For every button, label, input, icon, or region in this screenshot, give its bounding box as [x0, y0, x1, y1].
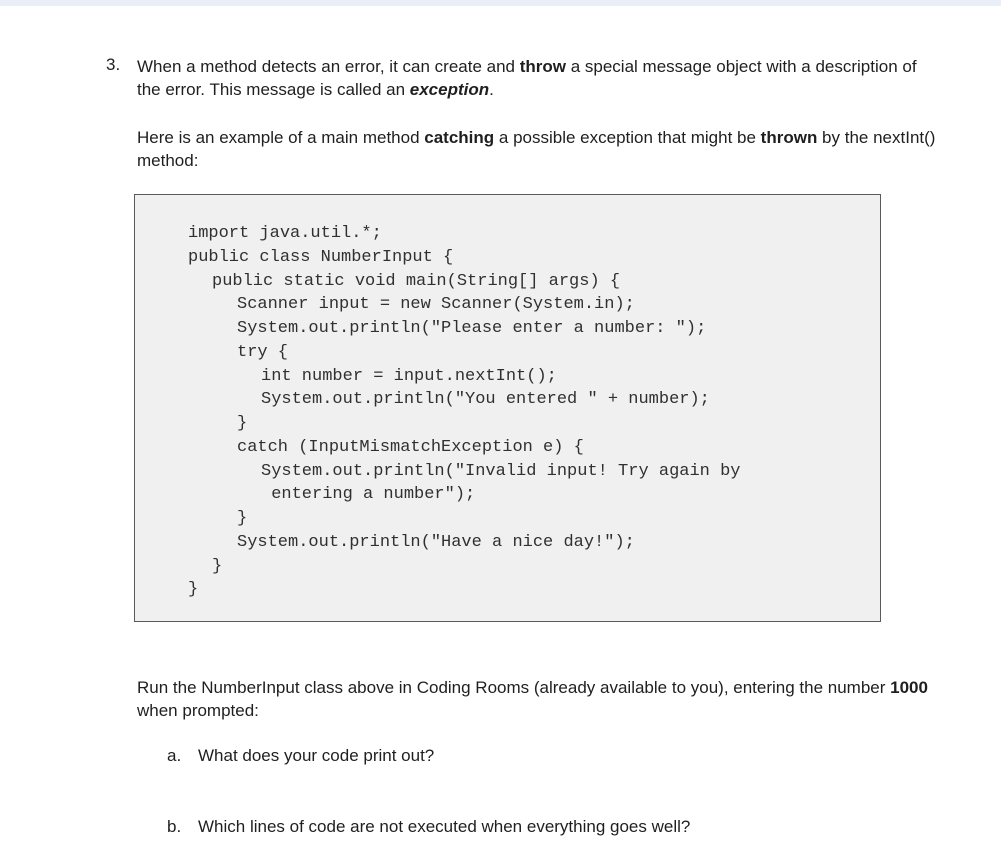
- question-number: 3.: [106, 55, 121, 74]
- code-line: catch (InputMismatchException e) {: [237, 438, 584, 457]
- term-catching: catching: [424, 128, 495, 147]
- subquestion-b-label: b.: [167, 817, 182, 836]
- code-line: public static void main(String[] args) {: [212, 272, 621, 291]
- code-line: System.out.println("Invalid input! Try again by: [261, 462, 741, 481]
- intro-text-1: When a method detects an error, it can create and: [137, 57, 520, 76]
- code-line: System.out.println("You entered " + number);: [261, 390, 710, 409]
- code-line: public class NumberInput {: [188, 248, 454, 267]
- code-line: entering a number");: [261, 485, 476, 504]
- term-exception: exception: [409, 80, 490, 99]
- example-text-2: a possible exception that might be: [494, 128, 761, 147]
- run-paragraph: [137, 676, 937, 722]
- intro-paragraph: [137, 55, 937, 101]
- code-line: }: [212, 557, 223, 576]
- code-line: System.out.println("Please enter a number: ");: [237, 319, 707, 338]
- term-throw: throw: [519, 57, 566, 76]
- run-text-1: Run the NumberInput class above in Coding Rooms (already available to you), entering the number: [137, 678, 891, 697]
- code-line: int number = input.nextInt();: [261, 367, 557, 386]
- example-paragraph: [137, 126, 937, 172]
- subquestion-b-text: Which lines of code are not executed when everything goes well?: [198, 817, 691, 836]
- code-line: import java.util.*;: [188, 224, 382, 243]
- run-text-2: when prompted:: [137, 701, 259, 720]
- subquestion-a-text: What does your code print out?: [198, 746, 435, 765]
- code-line: }: [237, 509, 248, 528]
- example-text-1: Here is an example of a main method: [137, 128, 425, 147]
- top-bar: [0, 0, 1001, 6]
- code-line: Scanner input = new Scanner(System.in);: [237, 295, 635, 314]
- intro-text-3: .: [489, 80, 494, 99]
- term-thrown: thrown: [760, 128, 818, 147]
- intro-text-2: a special message object with a description of the error. This message is called an: [137, 57, 917, 99]
- example-text-3: by the nextInt() method:: [137, 128, 936, 170]
- value-1000: 1000: [890, 678, 928, 697]
- subquestion-a-label: a.: [167, 746, 182, 765]
- code-line: }: [237, 414, 248, 433]
- code-line: try {: [237, 343, 289, 362]
- code-line: System.out.println("Have a nice day!");: [237, 533, 635, 552]
- code-line: }: [188, 580, 199, 599]
